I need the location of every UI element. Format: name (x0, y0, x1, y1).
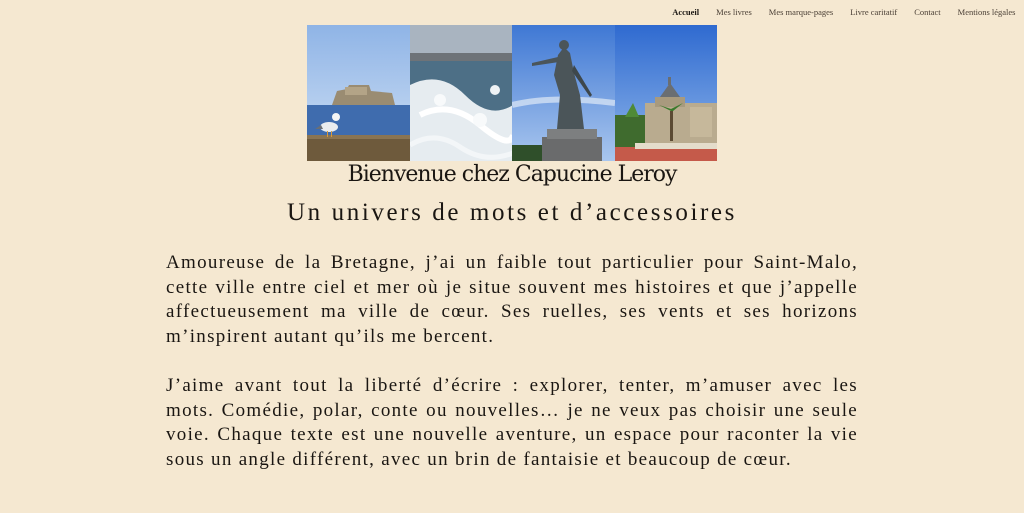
top-navigation (664, 0, 1024, 24)
castle-photo (615, 25, 718, 161)
nav-item-mentions-legales[interactable]: Mentions légales (957, 7, 1016, 17)
page-subtitle: Un univers de mots et d’accessoires (287, 199, 737, 226)
nav-item-mes-marque-pages[interactable]: Mes marque-pages (768, 7, 834, 17)
page-title: Bienvenue chez Capucine Leroy (347, 162, 677, 187)
nav-item-accueil[interactable]: Accueil (672, 7, 700, 17)
header-banner (307, 25, 717, 161)
statue-photo (512, 25, 615, 161)
intro-paragraph-2: J’aime avant tout la liberté d’écrire : explorer, tenter, m’amuser avec les mots. Comédie, polar, conte ou nouvelles… je ne veux pas choisir une seule voie. Chaque texte est une nouvelle aventure, un espace pour raconter la vie sous un angle différent, avec un brin de fantaisie et beaucoup de cœur. (166, 374, 858, 470)
fort-seagull-photo (307, 25, 410, 161)
sea-foam-photo (410, 25, 513, 161)
intro-text (166, 251, 858, 497)
nav-item-livre-caritatif[interactable]: Livre caritatif (850, 7, 898, 17)
intro-paragraph-1: Amoureuse de la Bretagne, j’ai un faible tout particulier pour Saint-Malo, cette ville entre ciel et mer où je situe souvent mes histoires et que j’appelle affectueusement ma ville de cœur. Ses ruelles, ses vents et ses horizons m’inspirent autant qu’ils me bercent. (166, 252, 858, 347)
nav-item-contact[interactable]: Contact (914, 7, 941, 17)
nav-item-mes-livres[interactable]: Mes livres (716, 7, 752, 17)
